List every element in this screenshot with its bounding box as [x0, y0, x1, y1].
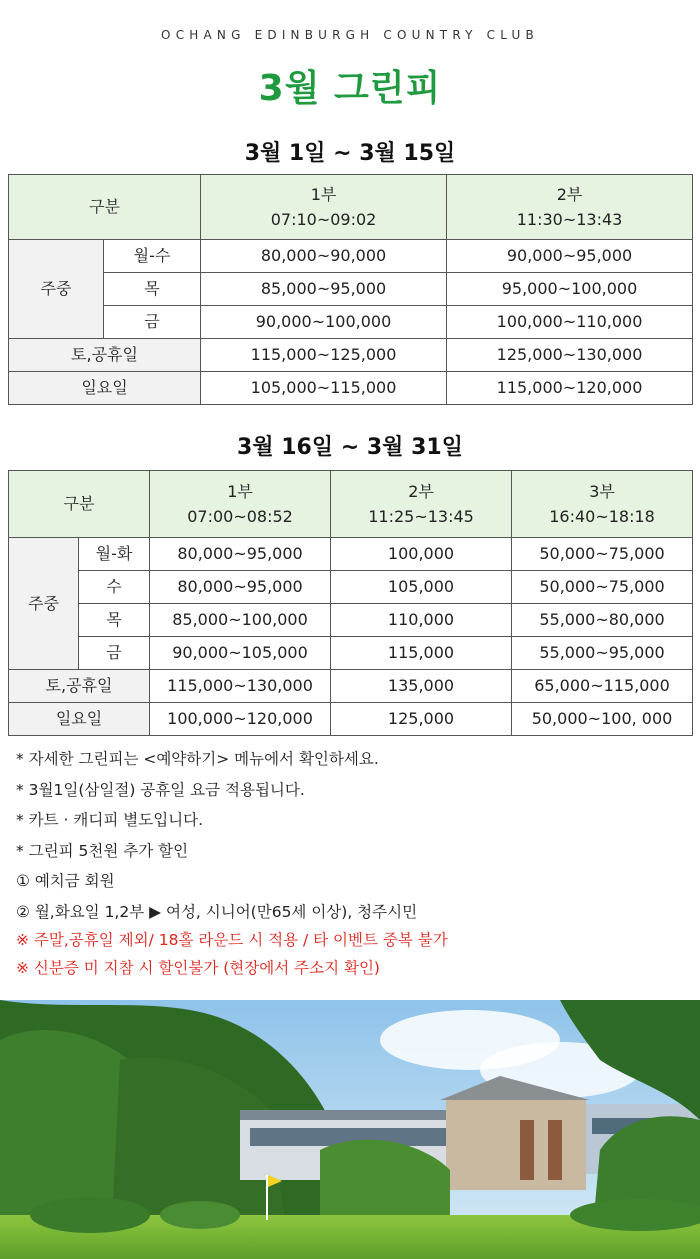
- column-time: 07:10~09:02: [270, 209, 377, 229]
- price-cell: 95,000~100,000: [447, 273, 693, 306]
- table-header-row: [9, 175, 693, 240]
- day-label: 목: [104, 273, 201, 306]
- column-time: 11:25~13:45: [368, 506, 474, 526]
- day-label: 수: [79, 571, 150, 604]
- brand-name: OCHANG EDINBURGH COUNTRY CLUB: [161, 28, 539, 42]
- price-cell: 80,000~90,000: [201, 240, 447, 273]
- column-time: 07:00~08:52: [187, 506, 293, 526]
- column-name: 3부: [589, 482, 615, 502]
- note-item: ② 월,화요일 1,2부 ▶ 여성, 시니어(만65세 이상), 청주시민: [16, 902, 418, 921]
- day-label: 월-화: [79, 538, 150, 571]
- green-fee-table-2: [8, 470, 693, 736]
- price-cell: 125,000~130,000: [447, 339, 693, 372]
- weekday-label: 주중: [9, 240, 104, 339]
- column-header-1: [150, 471, 331, 538]
- warning-note: ※ 신분증 미 지참 시 할인불가 (현장에서 주소지 확인): [16, 958, 380, 977]
- column-time: 11:30~13:43: [516, 209, 623, 229]
- table-row: [9, 538, 693, 571]
- table-row: [9, 372, 693, 405]
- note-item: * 그린피 5천원 추가 할인: [16, 841, 189, 860]
- price-cell: 50,000~75,000: [512, 538, 693, 571]
- table-row: [9, 703, 693, 736]
- day-label: 토,공휴일: [9, 670, 150, 703]
- clubhouse-photo: [0, 1000, 700, 1259]
- price-cell: 50,000~75,000: [512, 571, 693, 604]
- table-header-row: [9, 471, 693, 538]
- price-cell: 110,000: [331, 604, 512, 637]
- day-label: 금: [104, 306, 201, 339]
- column-name: 1부: [310, 185, 337, 205]
- price-cell: 55,000~80,000: [512, 604, 693, 637]
- table-row: [9, 240, 693, 273]
- category-header: 구분: [9, 471, 150, 538]
- column-header-3: [512, 471, 693, 538]
- price-cell: 105,000~115,000: [201, 372, 447, 405]
- price-cell: 80,000~95,000: [150, 571, 331, 604]
- column-name: 2부: [408, 482, 434, 502]
- day-label: 일요일: [9, 703, 150, 736]
- note-item: * 자세한 그린피는 <예약하기> 메뉴에서 확인하세요.: [16, 750, 379, 768]
- column-name: 1부: [227, 482, 253, 502]
- day-label: 월-수: [104, 240, 201, 273]
- price-cell: 100,000~110,000: [447, 306, 693, 339]
- table-row: [9, 273, 693, 306]
- table-row: [9, 306, 693, 339]
- price-cell: 125,000: [331, 703, 512, 736]
- price-cell: 115,000: [331, 637, 512, 670]
- price-cell: 135,000: [331, 670, 512, 703]
- price-cell: 55,000~95,000: [512, 637, 693, 670]
- note-item: * 3월1일(삼일절) 공휴일 요금 적용됩니다.: [16, 780, 305, 799]
- note-item: ① 예치금 회원: [16, 872, 115, 890]
- day-label: 금: [79, 637, 150, 670]
- day-label: 목: [79, 604, 150, 637]
- column-time: 16:40~18:18: [549, 506, 655, 526]
- price-cell: 65,000~115,000: [512, 670, 693, 703]
- column-header-2: [331, 471, 512, 538]
- price-cell: 115,000~125,000: [201, 339, 447, 372]
- price-cell: 90,000~95,000: [447, 240, 693, 273]
- note-item: * 카트 · 캐디피 별도입니다.: [16, 811, 204, 829]
- table-row: [9, 604, 693, 637]
- table-row: [9, 670, 693, 703]
- table-row: [9, 571, 693, 604]
- price-cell: 85,000~95,000: [201, 273, 447, 306]
- period-1-title: 3월 1일 ~ 3월 15일: [244, 141, 456, 166]
- period-2-title: 3월 16일 ~ 3월 31일: [237, 435, 463, 460]
- column-name: 2부: [556, 185, 583, 205]
- day-label: 토,공휴일: [9, 339, 201, 372]
- price-cell: 80,000~95,000: [150, 538, 331, 571]
- price-cell: 90,000~105,000: [150, 637, 331, 670]
- column-header-2: [447, 175, 693, 240]
- price-cell: 100,000~120,000: [150, 703, 331, 736]
- notes-list: [16, 744, 686, 982]
- weekday-label: 주중: [9, 538, 79, 670]
- green-fee-table-1: [8, 174, 693, 405]
- price-cell: 100,000: [331, 538, 512, 571]
- price-cell: 105,000: [331, 571, 512, 604]
- table-row: [9, 637, 693, 670]
- day-label: 일요일: [9, 372, 201, 405]
- price-cell: 90,000~100,000: [201, 306, 447, 339]
- price-cell: 115,000~130,000: [150, 670, 331, 703]
- column-header-1: [201, 175, 447, 240]
- category-header: 구분: [9, 175, 201, 240]
- price-cell: 115,000~120,000: [447, 372, 693, 405]
- warning-note: ※ 주말,공휴일 제외/ 18홀 라운드 시 적용 / 타 이벤트 중복 불가: [16, 931, 448, 949]
- page-title: 3월 그린피: [258, 68, 442, 109]
- price-cell: 50,000~100, 000: [512, 703, 693, 736]
- table-row: [9, 339, 693, 372]
- price-cell: 85,000~100,000: [150, 604, 331, 637]
